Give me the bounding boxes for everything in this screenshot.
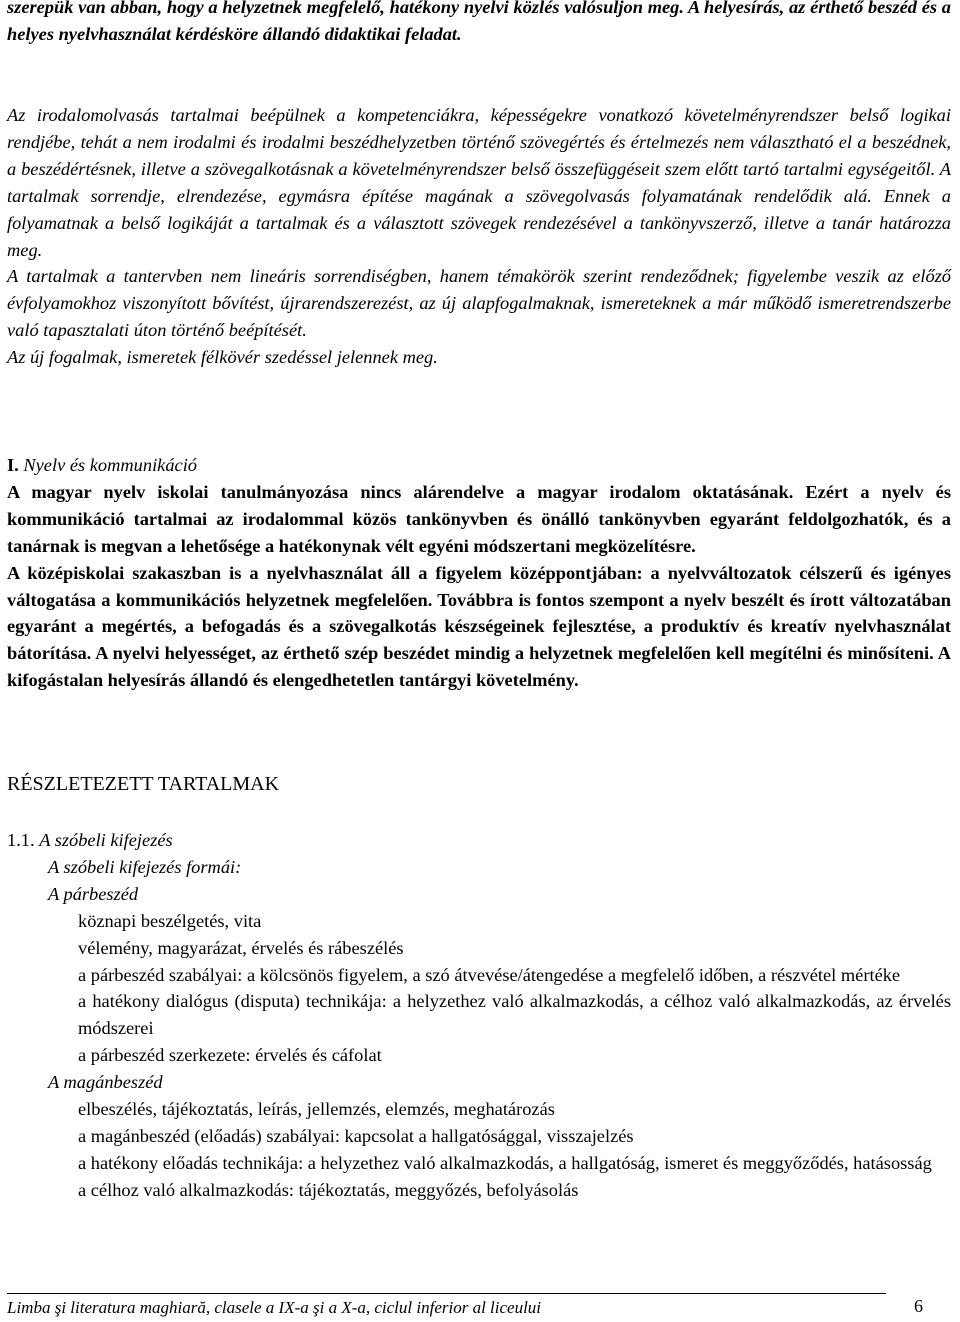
details-heading: RÉSZLETEZETT TARTALMAK — [7, 773, 280, 795]
intro-block — [7, 0, 951, 48]
section-title-text: Nyelv és kommunikáció — [23, 455, 197, 475]
intro-paragraph-2-text: Az irodalomolvasás tartalmai beépülnek a kompetenciákra, képességekre vonatkozó követelményrendszer belső logikai rendjébe, tehát a nem irodalmi és irodalmi beszédhelyzetben történő szövegértés és értelmezés nem választható el a beszédnek, a beszédértésnek, illetve a szövegalkotásnak a követelményrendszer belső összefüggéseit szem előtt tartó tartalmi egységeitől. A tartalmak sorrendje, elrendezése, egymásra építése magának a szövegolvasás folyamatának rendelődik alá. Ennek a folyamatnak a belső logikáját a tartalmak és a választott szövegek rendezésével a tankönyvszerző, illetve a tanár határozza meg. — [7, 105, 951, 260]
subsection-title-text: A szóbeli kifejezés — [39, 830, 173, 850]
intro-paragraph-1: szerepük van abban, hogy a helyzetnek megfelelő, hatékony nyelvi közlés valósuljon meg. A helyesírás, az érthető beszéd és a helyes nyelvhasználat kérdésköre állandó didaktikai feladat. — [7, 0, 951, 44]
list-item: köznapi beszélgetés, vita — [78, 910, 262, 931]
footer-divider — [7, 1293, 886, 1294]
section-paragraph-1: A magyar nyelv iskolai tanulmányozása nincs alárendelve a magyar irodalom oktatásának. Ezért a nyelv és kommunikáció tartalmai az irodalommal közös tankönyvben és önálló tankönyvben egyaránt feldolgozhatók, és a tanárnak is megvan a lehetősége a hatékonynak vélt egyéni módszertani megközelítésre. — [7, 481, 951, 556]
intro-block-2 — [7, 102, 951, 371]
forms-label: A szóbeli kifejezés formái: — [48, 856, 242, 877]
intro-paragraph-2 — [7, 102, 951, 263]
subsection-title — [7, 827, 951, 854]
list-item: elbeszélés, tájékoztatás, leírás, jellemzés, elemzés, meghatározás — [78, 1099, 555, 1120]
list-item: vélemény, magyarázat, érvelés és rábeszélés — [78, 937, 404, 958]
dialogue-label: A párbeszéd — [48, 883, 139, 904]
page-number: 6 — [914, 1296, 923, 1316]
section-title — [7, 452, 951, 479]
subsection-block — [7, 827, 951, 1204]
monologue-label: A magánbeszéd — [48, 1072, 163, 1093]
subsection-number: 1.1. — [7, 830, 35, 850]
section-block — [7, 452, 951, 694]
details-heading-block — [7, 773, 951, 796]
intro-paragraph-4: Az új fogalmak, ismeretek félkövér szedéssel jelennek meg. — [7, 347, 438, 368]
list-item: a párbeszéd szerkezete: érvelés és cáfolat — [78, 1045, 382, 1066]
list-item: a párbeszéd szabályai: a kölcsönös figyelem, a szó átvevése/átengedése a megfelelő időben, a részvétel mértéke — [78, 964, 901, 985]
list-item: a magánbeszéd (előadás) szabályai: kapcsolat a hallgatósággal, visszajelzés — [78, 1125, 634, 1146]
footer-text: Limba şi literatura maghiară, clasele a IX-a şi a X-a, ciclul inferior al liceului — [7, 1298, 542, 1317]
section-paragraph-2: A középiskolai szakaszban is a nyelvhasználat áll a figyelem középpontjában: a nyelvváltozatok célszerű és igényes váltogatása a kommunikációs helyzetnek megfelelően. Továbbra is fontos szempont a nyelv beszélt és írott változatában egyaránt a megértés, a befogadás és a szövegalkotás készségeinek fejlesztése, a produktív és kreatív nyelvhasználat bátorítása. A nyelvi helyességet, az érthető szép beszédet mindig a helyzetnek megfelelően kell megítélni és minősíteni. A kifogástalan helyesírás állandó és elengedhetetlen tantárgyi követelmény. — [7, 562, 951, 691]
intro-paragraph-3: A tartalmak a tantervben nem lineáris sorrendiségben, hanem témakörök szerint rendeződnek; figyelembe veszik az előző évfolyamokhoz viszonyított bővítést, újrarendszerezést, az új alapfogalmaknak, ismereteknek a már működő ismeretrendszerbe való tapasztalati úton történő beépítését. — [7, 266, 951, 341]
list-item: a hatékony előadás technikája: a helyzethez való alkalmazkodás, a hallgatóság, ismeret és meggyőződés, hatásosság — [78, 1152, 932, 1173]
section-number: I. — [7, 455, 19, 475]
list-item: a célhoz való alkalmazkodás: tájékoztatás, meggyőzés, befolyásolás — [78, 1179, 579, 1200]
list-item: a hatékony dialógus (disputa) technikája: a helyzethez való alkalmazkodás, a célhoz való alkalmazkodás, az érvelés módszerei — [78, 991, 951, 1039]
